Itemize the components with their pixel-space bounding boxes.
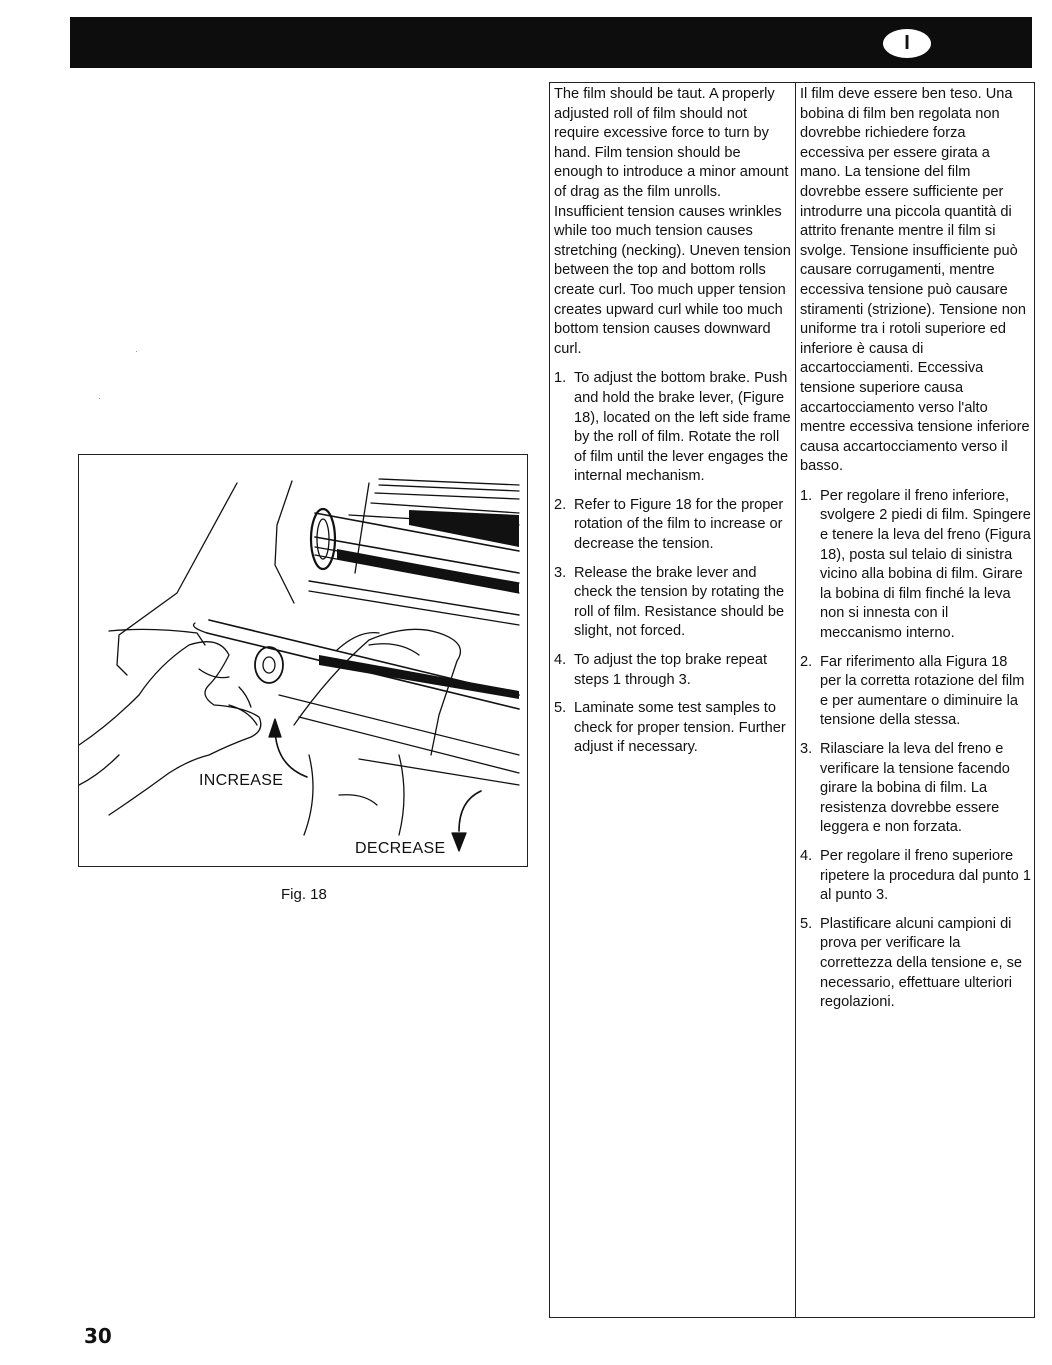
step-text: To adjust the bottom brake. Push and hold the brake lever, (Figure 18), located on the left side frame by the roll of film. Rotate the roll of film until the lever engages the internal mechanism. bbox=[574, 370, 791, 485]
step-number: 2. bbox=[554, 496, 567, 513]
list-item bbox=[554, 369, 793, 487]
step-text: Far riferimento alla Figura 18 per la corretta rotazione del film e per aumentare o diminuire la tensione della stessa. bbox=[820, 653, 1025, 729]
side-frame-outline bbox=[117, 483, 237, 675]
frame-inner-edge bbox=[275, 481, 294, 603]
step-number: 4. bbox=[554, 652, 567, 669]
decrease-arrow bbox=[459, 791, 481, 831]
step-number: 5. bbox=[554, 700, 567, 717]
step-number: 4. bbox=[800, 847, 813, 864]
step-number: 3. bbox=[554, 564, 567, 581]
language-badge: I bbox=[883, 29, 931, 58]
step-number: 1. bbox=[800, 487, 813, 504]
english-column bbox=[549, 82, 795, 1318]
list-item bbox=[554, 564, 793, 642]
figure-caption: Fig. 18 bbox=[281, 886, 327, 903]
step-number: 1. bbox=[554, 370, 567, 387]
scan-speck bbox=[99, 398, 100, 399]
decrease-label: DECREASE bbox=[355, 840, 446, 857]
italian-steps bbox=[800, 487, 1032, 1013]
list-item bbox=[800, 847, 1032, 906]
page-number: 30 bbox=[84, 1324, 112, 1348]
step-text: Per regolare il freno inferiore, svolgere 2 piedi di film. Spingere e tenere la leva del freno (Figura 18), posta sul telaio di sinistra vicino alla bobina di film. Girare la bobina di film finché la leva non si innesta con il meccanismo interno. bbox=[820, 487, 1031, 642]
brake-knob bbox=[255, 647, 283, 683]
italian-intro: Il film deve essere ben teso. Una bobina di film ben regolata non dovrebbe richiedere forza eccessiva per essere girata a mano. La tensione del film dovrebbe essere sufficiente per introdurre una piccola quantità di attrito frenante mentre il film si svolge. Tensione insufficiente può causare corrugamenti, mentre eccessiva tensione può causare stiramenti (strizione). Tensione non uniforme tra i rotoli superiore ed inferiore è causa di accartocciamenti. Eccessiva tensione superiore causa accartocciamento verso l'alto mentre eccessiva tensione inferiore causa accartocciamento verso il basso. bbox=[800, 86, 1030, 475]
english-intro: The film should be taut. A properly adjusted roll of film should not require excessive force to turn by hand. Film tension should be enough to introduce a minor amount of drag as the film unrolls. Insufficient tension causes wrinkles while too much tension causes stretching (necking). Uneven tension between the top and bottom rolls create curl. Too much upper tension creates upward curl while too much bottom tension causes downward curl. bbox=[554, 86, 791, 357]
list-item bbox=[554, 699, 793, 758]
right-hand-outline bbox=[294, 629, 460, 755]
step-text: Rilasciare la leva del freno e verificare la tensione facendo girare la bobina di film. La resistenza dovrebbe essere leggera e non forzata. bbox=[820, 741, 1010, 836]
step-text: Refer to Figure 18 for the proper rotation of the film to increase or decrease the tension. bbox=[574, 496, 784, 553]
list-item bbox=[554, 651, 793, 690]
step-number: 5. bbox=[800, 915, 813, 932]
scan-speck bbox=[136, 351, 137, 352]
list-item bbox=[800, 487, 1032, 644]
list-item bbox=[554, 496, 793, 555]
figure-18 bbox=[78, 454, 528, 867]
step-text: Laminate some test samples to check for proper tension. Further adjust if necessary. bbox=[574, 700, 786, 756]
step-text: Plastificare alcuni campioni di prova per verificare la correttezza della tensione e, se necessario, effettuare ulteriori regolazioni. bbox=[820, 915, 1022, 1011]
step-text: To adjust the top brake repeat steps 1 through 3. bbox=[574, 652, 768, 688]
laminator-illustration bbox=[79, 455, 528, 867]
list-item bbox=[800, 653, 1032, 731]
italian-column bbox=[795, 82, 1035, 1318]
step-text: Per regolare il freno superiore ripetere la procedura dal punto 1 al punto 3. bbox=[820, 847, 1031, 904]
step-text: Release the brake lever and check the tension by rotating the roll of film. Resistance should be slight, not forced. bbox=[574, 564, 785, 640]
step-number: 3. bbox=[800, 741, 813, 757]
english-steps bbox=[554, 369, 793, 758]
step-number: 2. bbox=[800, 653, 813, 670]
list-item bbox=[800, 740, 1032, 838]
increase-label: INCREASE bbox=[199, 772, 284, 789]
list-item bbox=[800, 915, 1032, 1013]
